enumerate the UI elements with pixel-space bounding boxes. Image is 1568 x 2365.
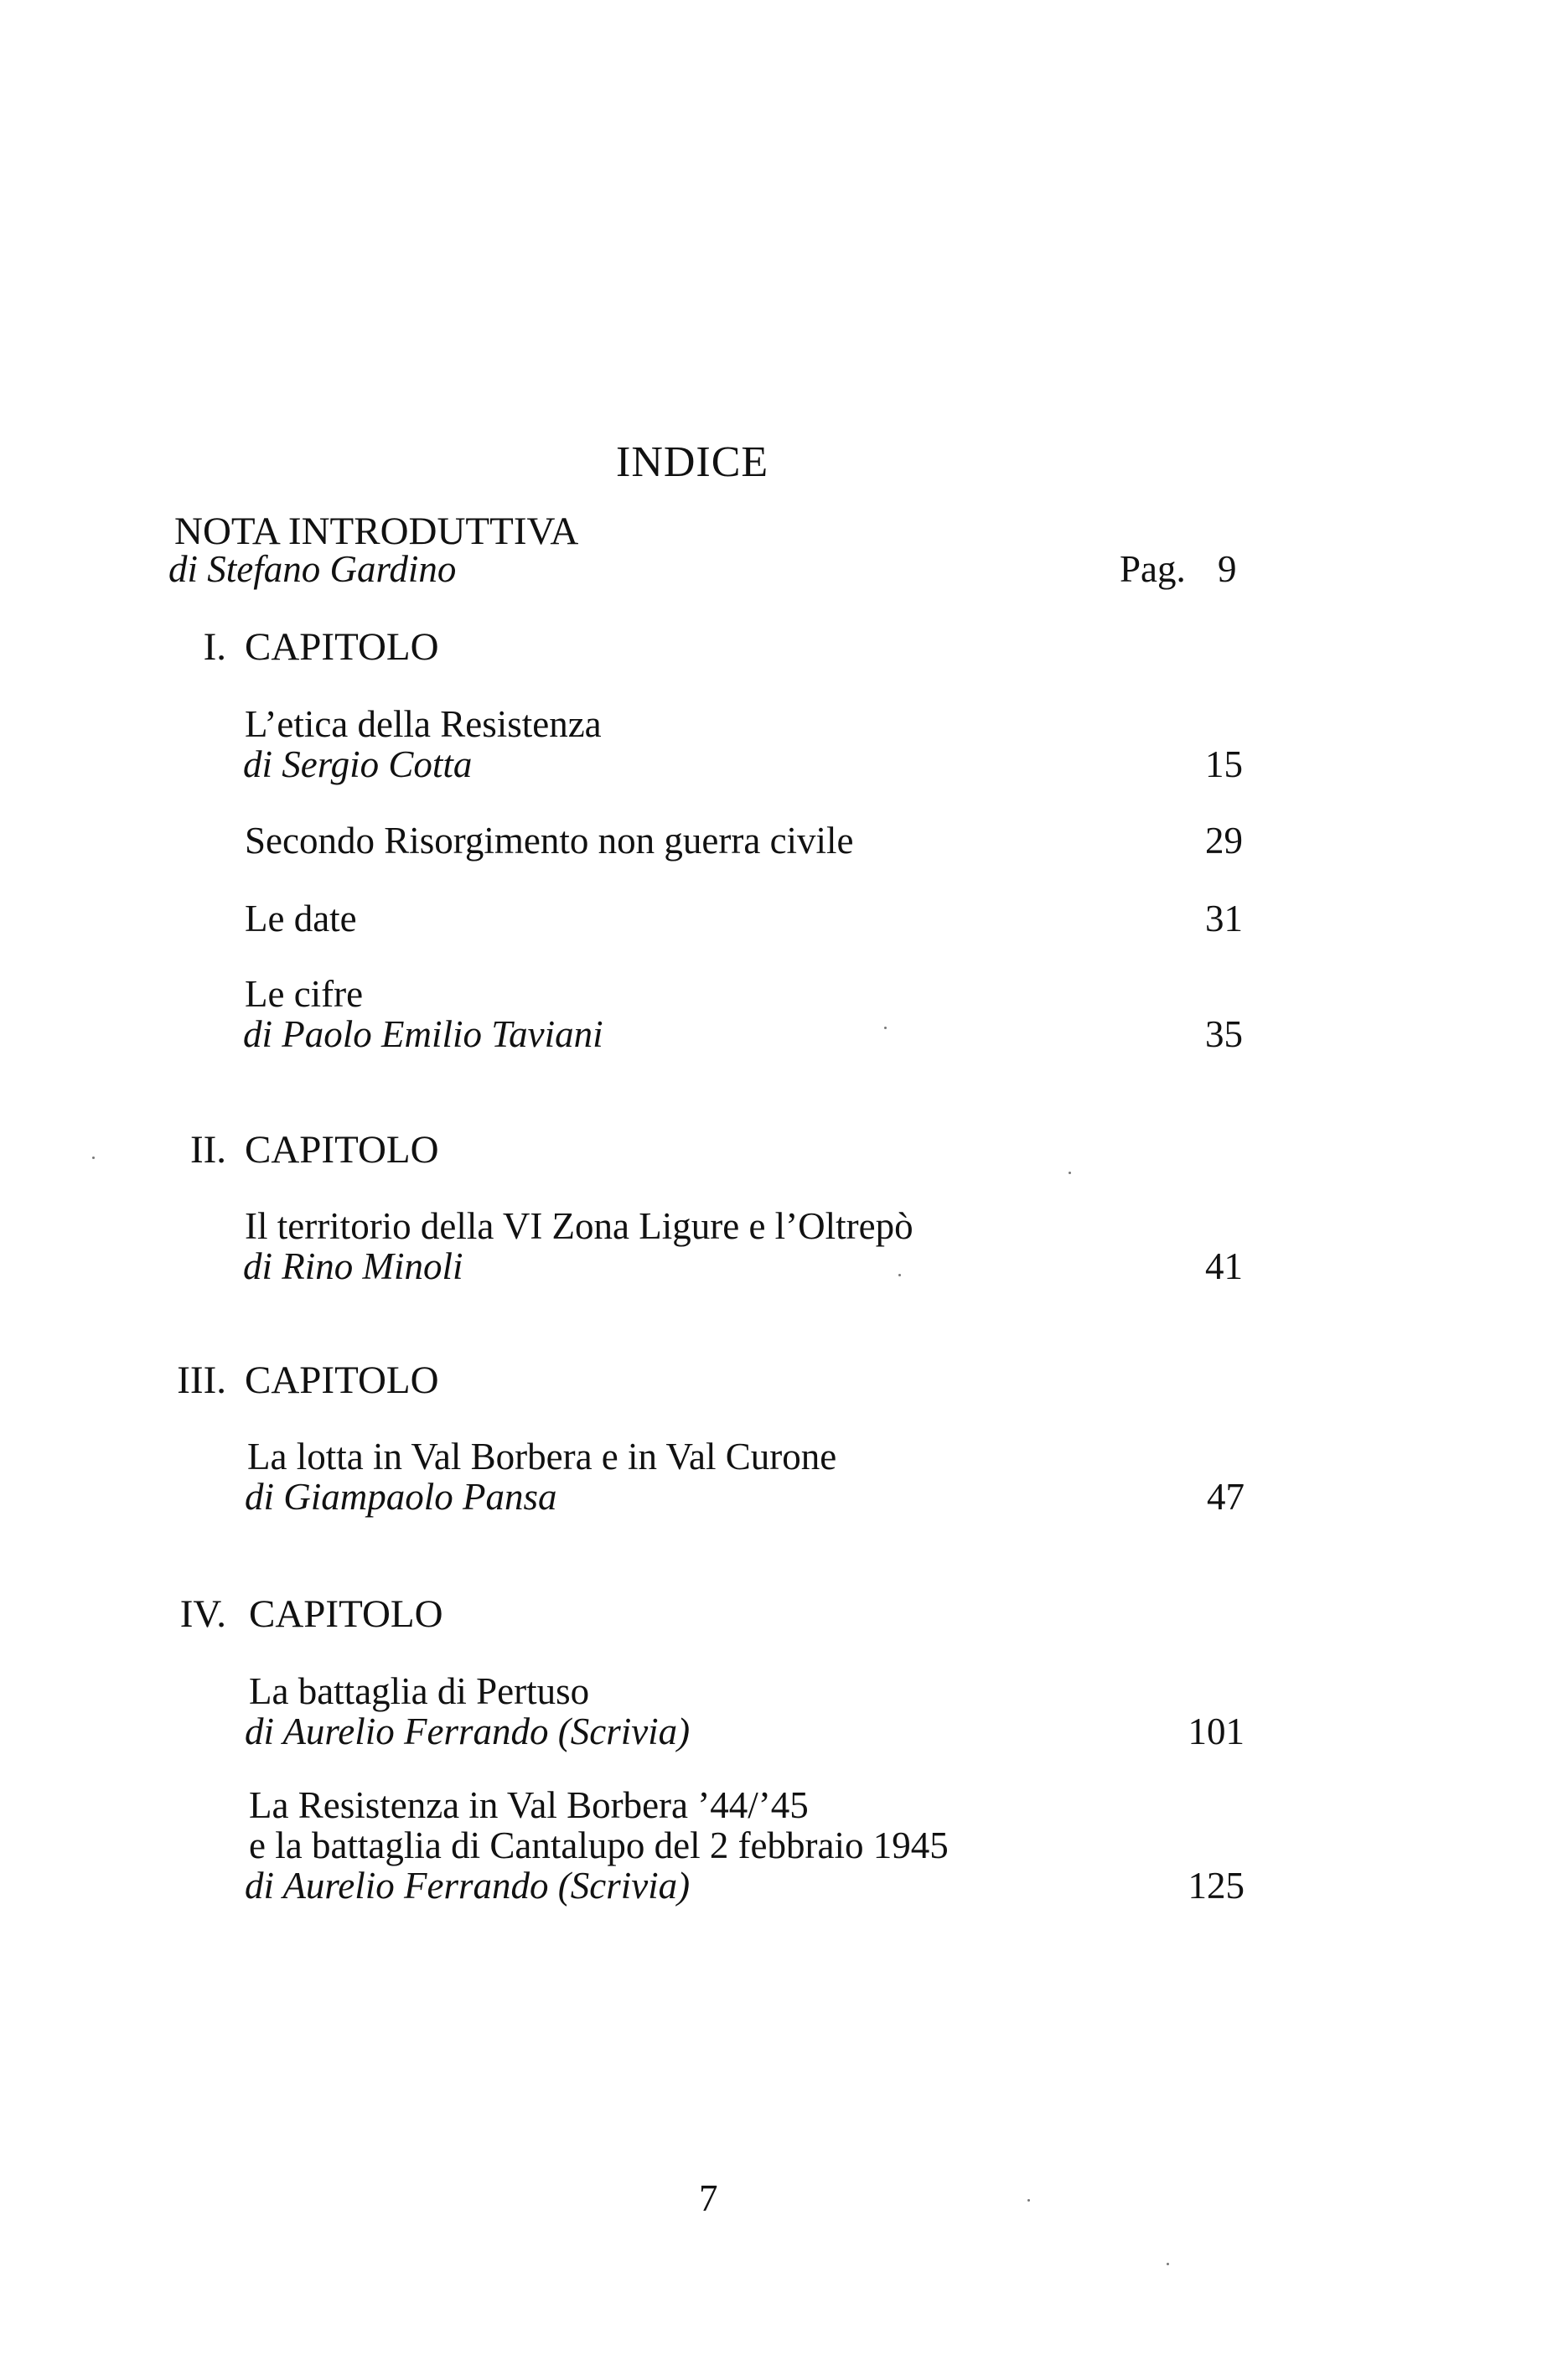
- chapter-4-entry-1-author: di Aurelio Ferrando (Scrivia): [245, 1710, 691, 1752]
- chapter-1-roman: I.: [203, 625, 226, 669]
- chapter-4-label: CAPITOLO: [249, 1592, 443, 1636]
- chapter-1-entry-2-page: 29: [1205, 820, 1243, 862]
- chapter-3-entry-1-title: La lotta in Val Borbera e in Val Curone: [247, 1436, 837, 1477]
- chapter-1-entry-3-page: 31: [1205, 898, 1243, 939]
- scan-speck: [1167, 2263, 1169, 2265]
- chapter-4-entry-2-author: di Aurelio Ferrando (Scrivia): [245, 1865, 691, 1907]
- chapter-2-entry-1-title: Il territorio della VI Zona Ligure e l’Oltrepò: [245, 1205, 913, 1247]
- scan-speck: [92, 1157, 95, 1159]
- chapter-4-entry-2-title-line-2: e la battaglia di Cantalupo del 2 febbraio 1945: [249, 1824, 949, 1866]
- page-number: 7: [699, 2177, 718, 2219]
- chapter-4-roman: IV.: [179, 1592, 226, 1636]
- chapter-3-roman: III.: [177, 1358, 226, 1402]
- chapter-1-entry-4-title: Le cifre: [245, 973, 364, 1015]
- chapter-3-entry-1-page: 47: [1207, 1476, 1245, 1518]
- chapter-1-entry-1-page: 15: [1205, 743, 1243, 785]
- chapter-4-entry-1-title: La battaglia di Pertuso: [249, 1670, 590, 1712]
- intro-page-label: Pag.: [1120, 548, 1186, 590]
- chapter-1-entry-2-title: Secondo Risorgimento non guerra civile: [245, 820, 854, 862]
- scan-speck: [884, 1027, 887, 1029]
- chapter-3-label: CAPITOLO: [245, 1358, 439, 1402]
- intro-page-number: 9: [1218, 548, 1237, 590]
- intro-author: di Stefano Gardino: [168, 548, 457, 590]
- chapter-1-entry-1-title: L’etica della Resistenza: [245, 703, 602, 745]
- chapter-3-entry-1-author: di Giampaolo Pansa: [245, 1476, 557, 1518]
- chapter-1-label: CAPITOLO: [245, 625, 439, 669]
- scan-speck: [898, 1274, 901, 1276]
- chapter-2-label: CAPITOLO: [245, 1128, 439, 1172]
- chapter-1-entry-3-title: Le date: [245, 898, 357, 939]
- chapter-4-entry-2-page: 125: [1188, 1865, 1245, 1907]
- chapter-1-entry-4-page: 35: [1205, 1013, 1243, 1055]
- page-title: INDICE: [616, 438, 769, 486]
- scan-speck: [1069, 1172, 1071, 1174]
- chapter-1-entry-1-author: di Sergio Cotta: [243, 743, 473, 785]
- chapter-2-entry-1-author: di Rino Minoli: [243, 1245, 463, 1287]
- chapter-1-entry-4-author: di Paolo Emilio Taviani: [243, 1013, 603, 1055]
- chapter-4-entry-2-title-line-1: La Resistenza in Val Borbera ’44/’45: [249, 1784, 809, 1826]
- chapter-2-entry-1-page: 41: [1205, 1245, 1243, 1287]
- intro-heading: NOTA INTRODUTTIVA: [174, 510, 579, 553]
- scan-speck: [1027, 2199, 1030, 2202]
- chapter-4-entry-1-page: 101: [1188, 1710, 1245, 1752]
- chapter-2-roman: II.: [189, 1128, 226, 1172]
